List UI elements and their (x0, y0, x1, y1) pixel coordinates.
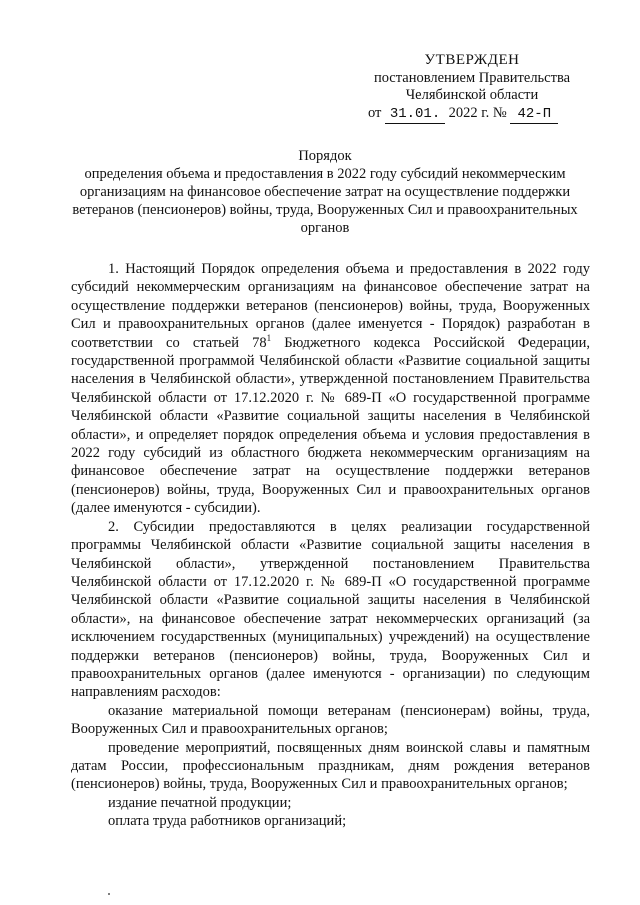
handwritten-date: 31.01. (385, 106, 445, 125)
approved-heading: УТВЕРЖДЕН (424, 52, 520, 68)
handwritten-number: 42-П (510, 106, 558, 125)
year-suffix: 2022 г. № (448, 104, 507, 121)
document-body (71, 260, 590, 831)
approval-stamp-block (362, 52, 582, 124)
list-item: проведение мероприятий, посвященных дням воинской славы и памятным датам России, профессиональным праздникам, дням рождения ветеранов (пенсионеров) войны, труда, Вооруженных Сил и правоохранительных органов; (71, 739, 590, 793)
paragraph-1 (71, 260, 590, 518)
list-item: оплата труда работников организаций; (108, 813, 347, 830)
list-item: издание печатной продукции; (108, 794, 292, 811)
approval-line-2: Челябинской области (405, 87, 539, 103)
paragraph-1-part-2: Бюджетного кодекса Российской Федерации, государственной программой Челябинской области «Развитие социальной защиты населения в Челябинской области», утвержденной постановлением Правительства Челябинской области от 17.12.2020 г. № 689-П «О государственной программе Челябинской области «Развитие социальной защиты населения в Челябинской области», и определяет порядок определения объема и условия предоставления в 2022 году субсидий из областного бюджета некоммерческим организациям на финансовое обеспечение затрат на осуществление поддержки ветеранов (пенсионеров) войны, труда, Вооруженных Сил и правоохранительных органов (далее именуются - субсидии). (71, 334, 590, 517)
paragraph-1-superscript: 1 (266, 332, 272, 343)
paragraph-2: 2. Субсидии предоставляются в целях реализации государственной программы Челябинской области «Развитие социальной защиты населения в Челябинской области», утвержденной постановлением Правительства Челябинской области от 17.12.2020 г. № 689-П «О государственной программе Челябинской области «Развитие социальной защиты населения в Челябинской области», на финансовое обеспечение затрат некоммерческих организаций (за исключением государственных (муниципальных) учреждений) на осуществление поддержки ветеранов (пенсионеров) войны, труда, Вооруженных Сил и правоохранительных органов (далее именуются - организации) по следующим направлениям расходов: (71, 518, 590, 701)
scan-artifact (108, 893, 110, 895)
document-title (60, 147, 590, 237)
title-heading: Порядок (298, 148, 352, 164)
paragraph-1-part-1: 1. Настоящий Порядок определения объема и предоставления в 2022 году субсидий некоммерческим организациям на финансовое обеспечение затрат на осуществление поддержки ветеранов (пенсионеров) войны, труда, Вооруженных Сил и правоохранительных органов (далее именуется - Порядок) разработан в соответствии со статьей 78 (71, 261, 590, 351)
title-text: определения объема и предоставления в 2022 году субсидий некоммерческим организациям на финансовое обеспечение затрат на осуществление поддержки ветеранов (пенсионеров) войны, труда, Вооруженных Сил и правоохранительных органов (72, 166, 578, 236)
approval-line-1: постановлением Правительства (373, 69, 571, 86)
list-item: оказание материальной помощи ветеранам (пенсионерам) войны, труда, Вооруженных Сил и правоохранительных органов; (71, 702, 590, 738)
date-prefix: от (368, 104, 382, 121)
approval-date-line (362, 105, 582, 125)
